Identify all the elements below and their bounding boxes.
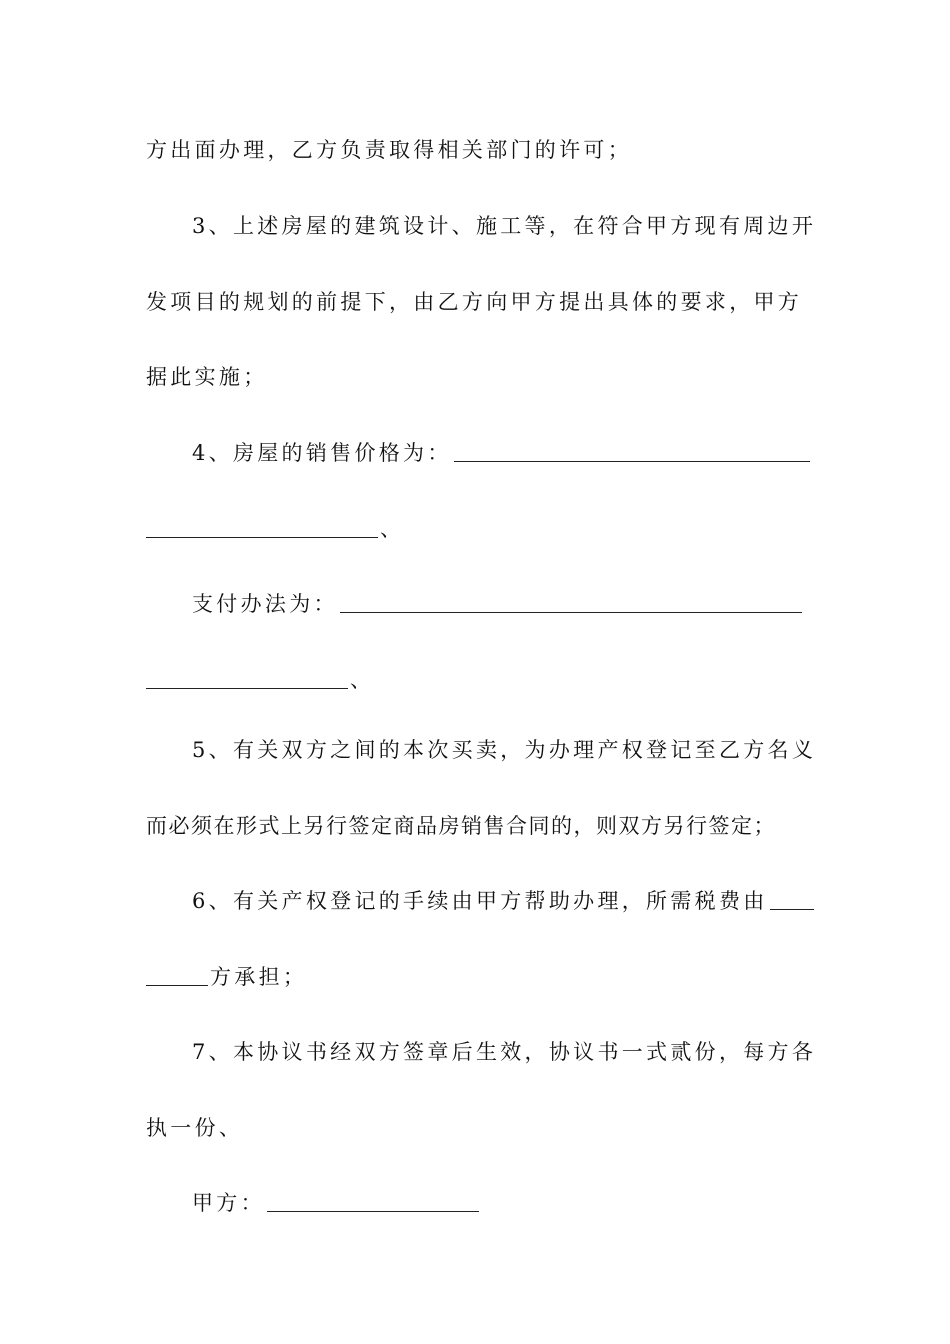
- paragraph-text: 6、有关产权登记的手续由甲方帮助办理，所需税费由: [192, 889, 768, 913]
- party-a-signature-line: [192, 1186, 808, 1220]
- clause-4-price-continuation: [146, 512, 808, 546]
- payment-blank: [340, 590, 802, 613]
- separator-mark: 、: [380, 517, 405, 541]
- clause-4-payment-line: [192, 587, 808, 621]
- clause-3-line-2: [146, 285, 808, 319]
- paragraph-text: 5、有关双方之间的本次买卖，为办理产权登记至乙方名义: [192, 738, 817, 762]
- clause-4-payment-continuation: [146, 663, 808, 697]
- clause-6-line-2: [146, 960, 808, 994]
- paragraph-text: 7、本协议书经双方签章后生效，协议书一式贰份，每方各: [192, 1040, 817, 1064]
- clause-7-line-1: [192, 1035, 817, 1069]
- clause-6-line-1: [192, 884, 808, 918]
- tax-party-blank: [770, 887, 814, 910]
- clause-3-line-3: [146, 360, 808, 394]
- clause-7-line-2: [146, 1111, 808, 1145]
- price-blank-continued: [146, 515, 378, 538]
- price-blank: [454, 439, 810, 462]
- paragraph-text: 3、上述房屋的建筑设计、施工等，在符合甲方现有周边开: [192, 214, 817, 238]
- clause-4-price-line: [192, 436, 808, 470]
- paragraph-text: 执一份、: [146, 1116, 244, 1140]
- paragraph-text: 据此实施；: [146, 365, 268, 389]
- paragraph-text: 方承担；: [210, 965, 308, 989]
- clause-3-line-1: [192, 209, 817, 243]
- paragraph-text: 发项目的规划的前提下，由乙方向甲方提出具体的要求，甲方: [146, 290, 803, 314]
- paragraph-line: [146, 133, 808, 167]
- payment-label: 支付办法为：: [192, 592, 338, 616]
- payment-blank-continued: [146, 666, 348, 689]
- party-a-signature-blank: [267, 1189, 479, 1212]
- price-label: 4、房屋的销售价格为：: [192, 441, 452, 465]
- separator-mark: 、: [350, 668, 375, 692]
- party-a-label: 甲方：: [192, 1191, 265, 1215]
- tax-party-blank-continued: [146, 963, 208, 986]
- clause-5-line-2: [146, 809, 808, 843]
- clause-5-line-1: [192, 733, 817, 767]
- paragraph-text: 而必须在形式上另行签定商品房销售合同的，则双方另行签定；: [146, 814, 776, 838]
- paragraph-text: 方出面办理，乙方负责取得相关部门的许可；: [146, 138, 632, 162]
